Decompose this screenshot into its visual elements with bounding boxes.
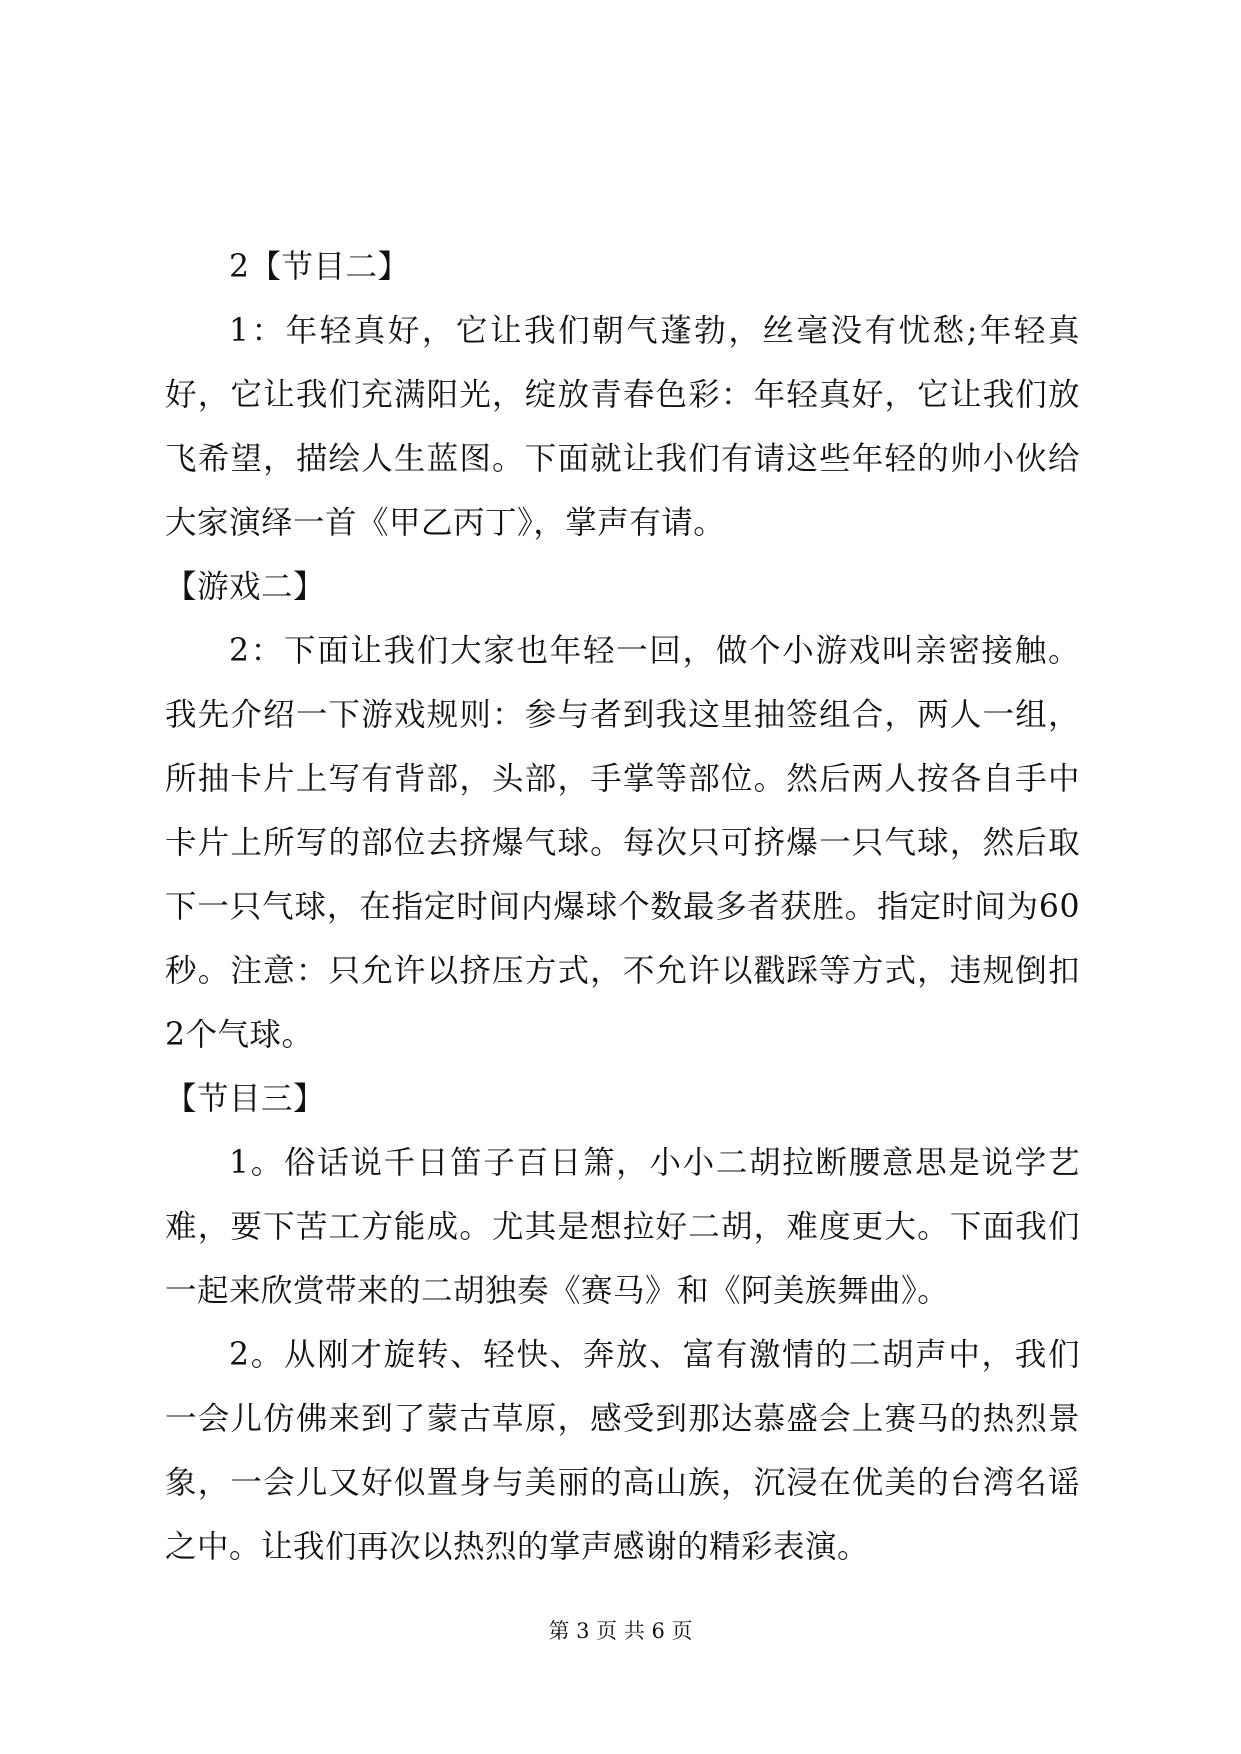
heading-program-three: 【节目三】 [165,1081,326,1117]
heading-program-two: 2【节目二】 [229,249,410,285]
paragraph-program-three-intro: 1。俗话说千日笛子百日箫，小小二胡拉断腰意思是说学艺难，要下苦工方能成。尤其是想拉好二胡，难度更大。下面我们一起来欣赏带来的二胡独奏《赛马》和《阿美族舞曲》。 [165,1145,1080,1309]
paragraph-program-two-intro: 1：年轻真好，它让我们朝气蓬勃，丝毫没有忧愁;年轻真好，它让我们充满阳光，绽放青春色彩：年轻真好，它让我们放飞希望，描绘人生蓝图。下面就让我们有请这些年轻的帅小伙给大家演绎一首《甲乙丙丁》，掌声有请。 [165,313,1080,541]
paragraph-program-three-closing: 2。从刚才旋转、轻快、奔放、富有激情的二胡声中，我们一会儿仿佛来到了蒙古草原，感受到那达慕盛会上赛马的热烈景象，一会儿又好似置身与美丽的高山族，沉浸在优美的台湾名谣之中。让我们再次以热烈的掌声感谢的精彩表演。 [165,1337,1080,1565]
document-body [165,235,1080,1579]
page-number-footer: 第 3 页 共 6 页 [548,1619,693,1643]
paragraph-game-two-rules: 2：下面让我们大家也年轻一回，做个小游戏叫亲密接触。我先介绍一下游戏规则：参与者到我这里抽签组合，两人一组，所抽卡片上写有背部，头部，手掌等部位。然后两人按各自手中卡片上所写的部位去挤爆气球。每次只可挤爆一只气球，然后取下一只气球，在指定时间内爆球个数最多者获胜。指定时间为60秒。注意：只允许以挤压方式，不允许以戳踩等方式，违规倒扣2个气球。 [165,633,1080,1053]
heading-game-two: 【游戏二】 [165,569,326,605]
